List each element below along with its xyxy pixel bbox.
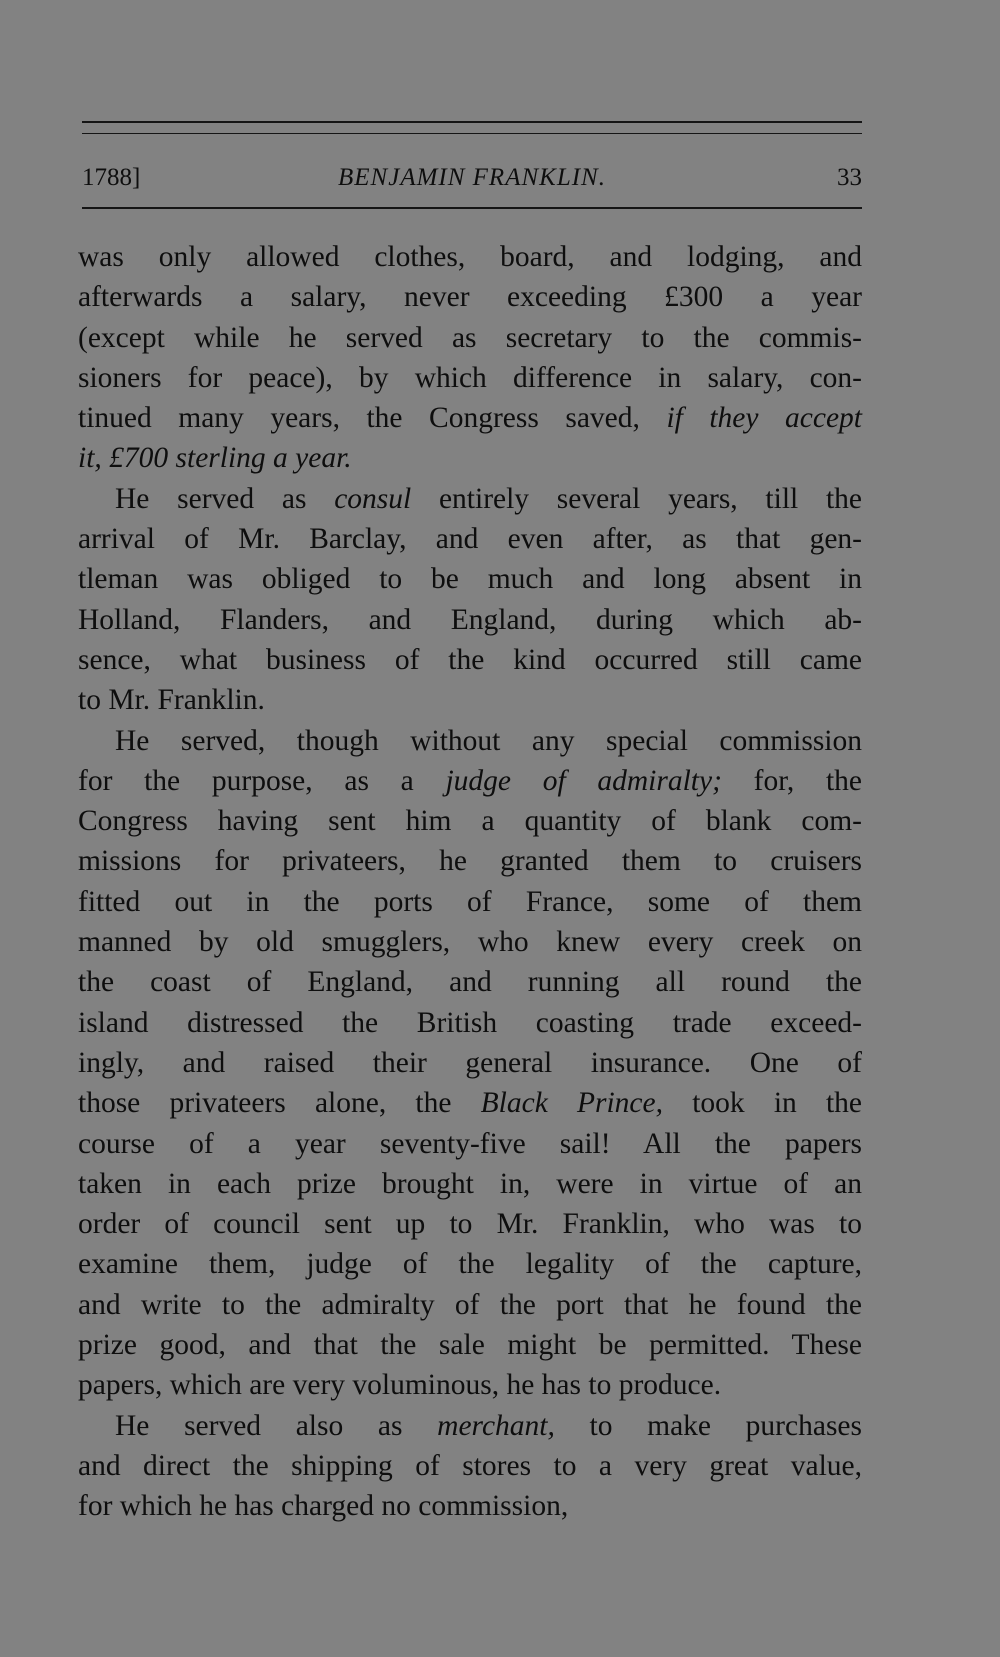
text-segment: papers, which are very voluminous, he has to produce. — [78, 1369, 722, 1402]
text-line — [78, 1365, 862, 1405]
text-line — [78, 1003, 862, 1043]
text-segment: those privateers alone, the — [78, 1087, 481, 1120]
text-line — [78, 680, 862, 720]
text-line — [78, 1083, 862, 1123]
text-segment: He served also as — [115, 1409, 438, 1442]
text-line — [78, 1285, 862, 1325]
text-segment: Congress having sent him a quantity of blank com- — [78, 805, 862, 838]
text-line — [78, 519, 862, 559]
text-segment: and direct the shipping of stores to a very great value, — [78, 1449, 862, 1482]
text-line — [78, 1043, 862, 1083]
text-segment: taken in each prize brought in, were in virtue of an — [78, 1167, 862, 1200]
text-segment: course of a year seventy-five sail! All the papers — [78, 1127, 862, 1160]
text-segment: prize good, and that the sale might be permitted. These — [78, 1329, 862, 1362]
text-line — [78, 882, 862, 922]
text-segment: for which he has charged no commission, — [78, 1490, 569, 1523]
text-segment: was only allowed clothes, board, and lodging, and — [78, 241, 862, 273]
text-line — [78, 761, 862, 801]
text-segment: tinued many years, the Congress saved, — [78, 402, 667, 435]
text-line — [78, 841, 862, 881]
text-line — [78, 1244, 862, 1284]
text-segment: afterwards a salary, never exceeding £300 a year — [78, 281, 862, 314]
text-line — [78, 1406, 862, 1446]
text-segment: examine them, judge of the legality of the capture, — [78, 1248, 862, 1281]
text-segment: for, the — [721, 764, 862, 797]
paragraph — [78, 479, 862, 721]
text-line — [78, 1164, 862, 1204]
text-segment: manned by old smugglers, who knew every creek on — [78, 926, 862, 959]
text-segment: island distressed the British coasting trade exceed- — [78, 1006, 862, 1039]
italic-text: consul — [334, 482, 412, 515]
text-segment: fitted out in the ports of France, some of them — [78, 885, 862, 918]
text-line — [78, 438, 862, 478]
text-line — [78, 398, 862, 438]
text-segment: and write to the admiralty of the port that he found the — [78, 1288, 862, 1321]
text-line — [78, 962, 862, 1002]
header-rule-bottom — [82, 207, 862, 209]
header-rule-second — [82, 133, 862, 134]
text-segment: (except while he served as secretary to the commis- — [78, 321, 862, 354]
text-line — [78, 1325, 862, 1365]
text-line — [78, 237, 862, 277]
italic-text: if they accept — [666, 402, 862, 435]
text-segment: He served, though without any special commission — [115, 724, 862, 757]
running-head-title: BENJAMIN FRANKLIN. — [338, 164, 606, 191]
text-line — [78, 640, 862, 680]
paragraph — [78, 1406, 862, 1527]
text-segment: order of council sent up to Mr. Franklin, who was to — [78, 1208, 862, 1241]
italic-text: Black Prince, — [480, 1087, 663, 1120]
text-line — [78, 277, 862, 317]
header-rule-top — [82, 121, 862, 123]
text-segment: sence, what business of the kind occurred still came — [78, 643, 862, 676]
text-segment: entirely several years, till the — [411, 482, 862, 515]
text-line — [78, 922, 862, 962]
text-line — [78, 1486, 862, 1526]
text-line — [78, 479, 862, 519]
text-segment: He served as — [115, 482, 335, 515]
text-line — [78, 318, 862, 358]
text-segment: took in the — [663, 1087, 862, 1120]
paragraph — [78, 237, 862, 479]
page-number: 33 — [837, 164, 862, 191]
text-segment: to make purchases — [554, 1409, 862, 1442]
text-line — [78, 600, 862, 640]
text-segment: tleman was obliged to be much and long absent in — [78, 563, 862, 596]
italic-text: merchant, — [437, 1409, 555, 1442]
text-line — [78, 1204, 862, 1244]
italic-text: judge of admiralty; — [445, 764, 722, 797]
text-segment: to Mr. Franklin. — [78, 684, 265, 717]
text-segment: the coast of England, and running all round the — [78, 966, 862, 999]
text-segment: sioners for peace), by which difference in salary, con- — [78, 361, 862, 394]
text-segment: missions for privateers, he granted them to cruisers — [78, 845, 862, 878]
text-segment: arrival of Mr. Barclay, and even after, as that gen- — [78, 523, 862, 556]
text-line — [78, 559, 862, 599]
text-line — [78, 358, 862, 398]
running-head-year: 1788] — [82, 164, 141, 191]
italic-text: it, £700 sterling a year. — [78, 442, 352, 475]
paragraph — [78, 721, 862, 1406]
text-line — [78, 1446, 862, 1486]
text-segment: ingly, and raised their general insurance. One of — [78, 1046, 862, 1079]
text-segment: for the purpose, as a — [78, 764, 446, 797]
running-head — [82, 160, 862, 196]
text-line — [78, 1124, 862, 1164]
text-line — [78, 721, 862, 761]
body-text — [78, 237, 862, 1527]
text-segment: Holland, Flanders, and England, during which ab- — [78, 603, 862, 636]
text-line — [78, 801, 862, 841]
